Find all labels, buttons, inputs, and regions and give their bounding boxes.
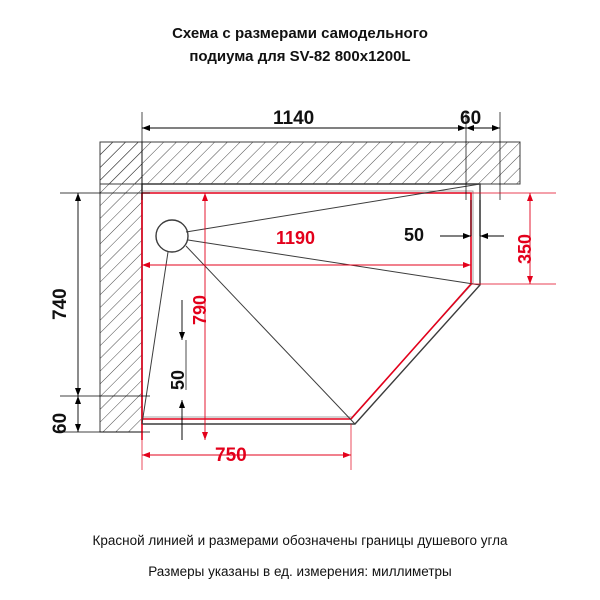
- dimension-label-inner-790: 790: [190, 294, 210, 325]
- dimension-label-inner-1190: 1190: [276, 228, 316, 248]
- wall-left: [100, 142, 142, 432]
- dimension-label-top-60: 60: [460, 108, 482, 129]
- footer-note-units: Размеры указаны в ед. измерения: миллиметры: [148, 564, 452, 579]
- drain-circle: [156, 220, 188, 252]
- dimension-label-left-60: 60: [50, 412, 71, 434]
- dimension-label-right-350: 350: [515, 233, 535, 264]
- page-title-line-2: подиума для SV-82 800x1200L: [189, 48, 411, 65]
- dimension-label-top-1140: 1140: [273, 108, 315, 129]
- page-title-line-1: Схема с размерами самодельного: [172, 25, 428, 42]
- dimension-label-bottom-750: 750: [215, 445, 247, 466]
- dimension-label-inner-50-right: 50: [404, 225, 425, 245]
- wall-top: [100, 142, 520, 184]
- footer-note-red-line: Красной линией и размерами обозначены границы душевого угла: [92, 533, 508, 548]
- dimension-label-left-740: 740: [50, 288, 71, 320]
- dimension-label-inner-50-left: 50: [168, 369, 188, 390]
